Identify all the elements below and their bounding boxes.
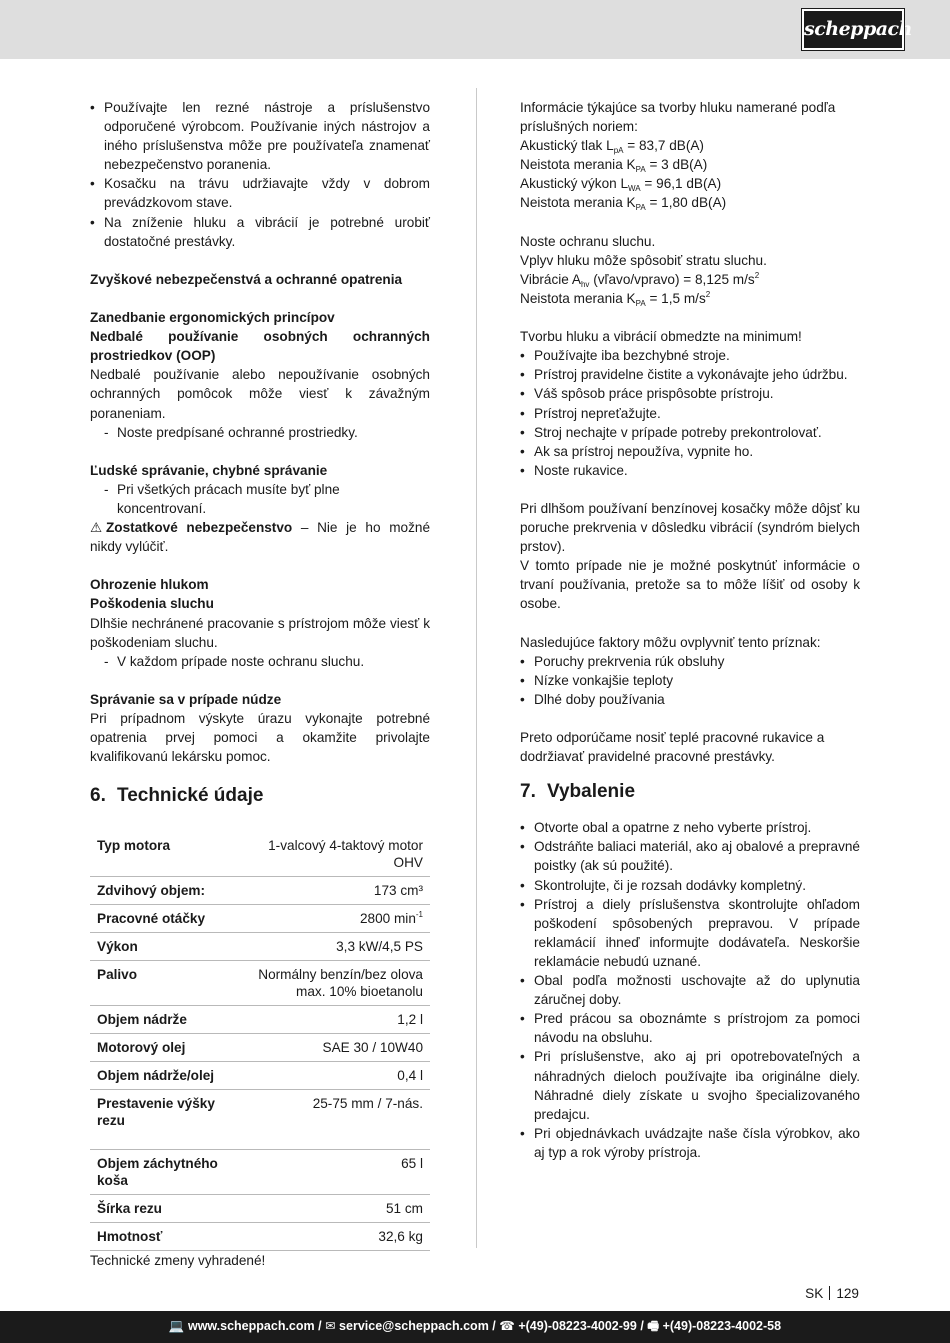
measurement-value: = 83,7 dB(A) bbox=[623, 138, 704, 154]
emergency-text: Pri prípadnom výskyte úrazu vykonajte potrebné opatrenia prvej pomoci a okamžite privolajte kvalifikovanú lekársku pomoc. bbox=[90, 711, 430, 765]
human-dash-list bbox=[90, 480, 430, 518]
noise-measurement bbox=[520, 136, 860, 155]
list-item: • Pri príslušenstve, ako aj pri opotrebovateľných a náhradných dieloch používajte iba originálne diely. Náhradné diely získate u svojho špecializovaného predajcu. bbox=[520, 1047, 860, 1123]
table-row bbox=[90, 832, 430, 877]
noise-measurement bbox=[520, 155, 860, 174]
section-number: 6. bbox=[90, 785, 106, 807]
list-item: • Váš spôsob práce prispôsobte prístroju. bbox=[520, 384, 860, 403]
residual-risk-label: Zostatkové nebezpečenstvo bbox=[106, 520, 293, 536]
measurement-label: Akustický výkon L bbox=[520, 176, 629, 192]
section-title: Technické údaje bbox=[117, 785, 264, 807]
page-number bbox=[805, 1286, 859, 1301]
spec-value-exponent: -1 bbox=[415, 910, 423, 920]
spec-value: SAE 30 / 10W40 bbox=[244, 1034, 430, 1062]
ppe-text: Nedbalé používanie alebo nepoužívanie osobných ochranných pomôcok môže viesť k závažným poraneniam. bbox=[90, 367, 430, 421]
safety-bullet-list bbox=[90, 98, 430, 251]
list-item: • Noste rukavice. bbox=[520, 461, 860, 480]
vibration-measurement bbox=[520, 289, 860, 308]
unpacking-list bbox=[520, 818, 860, 1162]
duration-text: V tomto prípade nie je možné poskytnúť informácie o trvaní používania, pretože sa to môže líšiť od osoby k osobe. bbox=[520, 558, 860, 612]
fax-icon: 🖷 bbox=[647, 1319, 660, 1333]
table-row bbox=[90, 1150, 430, 1195]
spec-value: 1,2 l bbox=[244, 1006, 430, 1034]
spec-value: 25-75 mm / 7-nás. bbox=[244, 1090, 430, 1150]
vibration-measurement bbox=[520, 270, 860, 289]
measurement-exponent: 2 bbox=[754, 270, 760, 280]
phone-icon: ☎ bbox=[499, 1319, 515, 1333]
computer-icon: 💻 bbox=[168, 1319, 185, 1333]
measurement-value: (vľavo/vpravo) = 8,125 m/s bbox=[589, 271, 755, 287]
residual-risk-text: – Nie je ho možné nikdy vylúčiť. bbox=[90, 520, 430, 555]
table-row bbox=[90, 1034, 430, 1062]
footer-separator: / bbox=[492, 1319, 496, 1333]
spec-key: Zdvihový objem: bbox=[90, 877, 244, 905]
section-6-heading bbox=[90, 784, 430, 808]
page-number-value: 129 bbox=[836, 1286, 859, 1301]
list-item: • Ak sa prístroj nepoužíva, vypnite ho. bbox=[520, 442, 860, 461]
circulation-text: Pri dlhšom používaní benzínovej kosačky môže dôjsť ku poruche prekrvenia v dôsledku vibrácií (syndróm bielych prstov). bbox=[520, 500, 860, 555]
measurement-subscript: WA bbox=[628, 184, 641, 194]
measurement-value: = 1,80 dB(A) bbox=[645, 195, 727, 211]
hearing-loss-text: Vplyv hluku môže spôsobiť stratu sluchu. bbox=[520, 252, 767, 268]
spec-key: Typ motora bbox=[90, 832, 244, 877]
emergency-heading: Správanie sa v prípade núdze bbox=[90, 691, 282, 707]
technical-changes-note: Technické zmeny vyhradené! bbox=[90, 1253, 266, 1269]
ppe-dash-list bbox=[90, 423, 430, 442]
list-item: • Prístroj a diely príslušenstva skontrolujte ohľadom poškodení spôsobených prepravou. V prípade reklamácií ihneď informujte dodávateľa. Neskoršie reklamácie nebudú uznané. bbox=[520, 895, 860, 971]
measurement-label: Neistota merania K bbox=[520, 195, 636, 211]
hearing-damage-heading: Poškodenia sluchu bbox=[90, 596, 214, 612]
language-code: SK bbox=[805, 1286, 824, 1301]
spec-key: Prestavenie výšky rezu bbox=[90, 1090, 244, 1150]
list-item: - V každom prípade noste ochranu sluchu. bbox=[90, 652, 430, 671]
table-row bbox=[90, 1090, 430, 1150]
table-row bbox=[90, 1006, 430, 1034]
spec-key: Šírka rezu bbox=[90, 1195, 244, 1223]
table-row bbox=[90, 877, 430, 905]
table-row bbox=[90, 1223, 430, 1251]
spec-value bbox=[244, 905, 430, 933]
list-item: • Používajte iba bezchybné stroje. bbox=[520, 346, 860, 365]
residual-risks-heading: Zvyškové nebezpečenstvá a ochranné opatrenia bbox=[90, 271, 403, 287]
spec-key: Palivo bbox=[90, 961, 244, 1006]
measurement-subscript: PA bbox=[635, 298, 646, 308]
list-item: - Noste predpísané ochranné prostriedky. bbox=[90, 423, 430, 442]
list-item: • Pred prácou sa oboznámte s prístrojom za pomoci návodu na obsluhu. bbox=[520, 1009, 860, 1047]
measurement-exponent: 2 bbox=[705, 289, 711, 299]
spec-key: Motorový olej bbox=[90, 1034, 244, 1062]
list-item: • Nízke vonkajšie teploty bbox=[520, 671, 860, 690]
website-link[interactable]: www.scheppach.com bbox=[187, 1319, 315, 1333]
list-item: • Obal podľa možnosti uschovajte až do uplynutia záručnej doby. bbox=[520, 971, 860, 1009]
residual-risk-note bbox=[90, 518, 430, 556]
spec-value-text: 2800 min bbox=[359, 911, 416, 927]
spec-value: Normálny benzín/bez olova max. 10% bioetanolu bbox=[244, 961, 430, 1006]
measurement-label: Akustický tlak L bbox=[520, 138, 614, 154]
list-item: - Pri všetkých prácach musíte byť plne koncentrovaní. bbox=[90, 480, 430, 518]
noise-reduction-list bbox=[520, 346, 860, 480]
spec-key: Objem nádrže bbox=[90, 1006, 244, 1034]
spec-value: 1-valcový 4-taktový motor OHV bbox=[244, 832, 430, 877]
measurement-value: = 1,5 m/s bbox=[645, 290, 706, 306]
footer-separator: / bbox=[318, 1319, 322, 1333]
list-item: • Kosačku na trávu udržiavajte vždy v dobrom prevádzkovom stave. bbox=[90, 174, 430, 212]
noise-dash-list bbox=[90, 652, 430, 671]
list-item: • Poruchy prekrvenia rúk obsluhy bbox=[520, 652, 860, 671]
left-column bbox=[90, 98, 430, 1270]
noise-measurement bbox=[520, 174, 860, 193]
list-item: • Prístroj pravidelne čistite a vykonávajte jeho údržbu. bbox=[520, 365, 860, 384]
spec-key: Pracovné otáčky bbox=[90, 905, 244, 933]
right-column bbox=[520, 98, 860, 1162]
noise-measurement bbox=[520, 193, 860, 212]
noise-intro: Informácie týkajúce sa tvorby hluku namerané podľa príslušných noriem: bbox=[520, 100, 836, 135]
spec-key: Objem nádrže/olej bbox=[90, 1062, 244, 1090]
table-row bbox=[90, 1062, 430, 1090]
measurement-subscript: PA bbox=[635, 165, 646, 175]
measurement-label: Neistota merania K bbox=[520, 157, 636, 173]
factors-list bbox=[520, 652, 860, 709]
warning-icon: ⚠ bbox=[90, 520, 103, 536]
email-link[interactable]: service@scheppach.com bbox=[339, 1319, 489, 1333]
measurement-value: = 96,1 dB(A) bbox=[640, 176, 722, 192]
measurement-subscript: pA bbox=[613, 146, 624, 156]
noise-heading: Ohrozenie hlukom bbox=[90, 577, 209, 593]
measurement-subscript: PA bbox=[635, 203, 646, 213]
footer-separator: / bbox=[640, 1319, 644, 1333]
footer-bar bbox=[0, 1311, 950, 1343]
list-item: • Odstráňte baliaci materiál, ako aj obalové a prepravné poistky (ak sú použité). bbox=[520, 837, 860, 875]
measurement-label: Vibrácie A bbox=[520, 271, 581, 287]
list-item: • Na zníženie hluku a vibrácií je potrebné urobiť dostatočné prestávky. bbox=[90, 213, 430, 251]
human-behaviour-heading: Ľudské správanie, chybné správanie bbox=[90, 462, 328, 478]
list-item: • Pri objednávkach uvádzajte naše čísla výrobkov, ako aj typ a rok výroby prístroja. bbox=[520, 1124, 860, 1162]
spec-value: 32,6 kg bbox=[244, 1223, 430, 1251]
list-item: • Stroj nechajte v prípade potreby prekontrolovať. bbox=[520, 423, 860, 442]
section-title: Vybalenie bbox=[547, 781, 636, 803]
fax-number: +(49)-08223-4002-58 bbox=[662, 1319, 782, 1333]
list-item: • Prístroj nepreťažujte. bbox=[520, 404, 860, 423]
header-bar bbox=[0, 0, 950, 59]
measurement-value: = 3 dB(A) bbox=[645, 157, 708, 173]
recommendation-text: Preto odporúčame nosiť teplé pracovné rukavice a dodržiavať pravidelné pracovné prestávky. bbox=[520, 730, 825, 765]
noise-text: Dlhšie nechránené pracovanie s prístrojom môže viesť k poškodeniam sluchu. bbox=[90, 615, 430, 650]
spec-value: 173 cm³ bbox=[244, 877, 430, 905]
spec-value: 3,3 kW/4,5 PS bbox=[244, 933, 430, 961]
table-row bbox=[90, 1195, 430, 1223]
list-item: • Používajte len rezné nástroje a príslušenstvo odporučené výrobcom. Používanie iných nástrojov a iného príslušenstva môže pre používateľa znamenať nebezpečenstvo poranenia. bbox=[90, 98, 430, 174]
column-divider bbox=[476, 88, 477, 1248]
measurement-subscript: hv bbox=[580, 279, 590, 289]
ergonomics-heading: Zanedbanie ergonomických princípov bbox=[90, 310, 335, 326]
minimize-text: Tvorbu hluku a vibrácií obmedzte na minimum! bbox=[520, 329, 802, 345]
table-row bbox=[90, 961, 430, 1006]
list-item: • Otvorte obal a opatrne z neho vyberte prístroj. bbox=[520, 818, 860, 837]
measurement-label: Neistota merania K bbox=[520, 290, 636, 306]
spec-key: Výkon bbox=[90, 933, 244, 961]
section-number: 7. bbox=[520, 781, 536, 803]
list-item: • Skontrolujte, či je rozsah dodávky kompletný. bbox=[520, 876, 860, 895]
ppe-heading: Nedbalé používanie osobných ochranných prostriedkov (OOP) bbox=[90, 329, 430, 364]
scheppach-logo: scheppach bbox=[802, 9, 904, 50]
list-item: • Dlhé doby používania bbox=[520, 690, 860, 709]
spec-value: 51 cm bbox=[244, 1195, 430, 1223]
section-7-heading bbox=[520, 780, 860, 804]
spec-key: Hmotnosť bbox=[90, 1223, 244, 1251]
table-row bbox=[90, 933, 430, 961]
factors-text: Nasledujúce faktory môžu ovplyvniť tento príznak: bbox=[520, 634, 821, 650]
technical-data-table bbox=[90, 832, 430, 1251]
spec-value: 0,4 l bbox=[244, 1062, 430, 1090]
spec-value: 65 l bbox=[244, 1150, 430, 1195]
phone-number: +(49)-08223-4002-99 bbox=[518, 1319, 637, 1333]
table-row bbox=[90, 905, 430, 933]
mail-icon: ✉ bbox=[325, 1319, 336, 1333]
spec-key: Objem záchytného koša bbox=[90, 1150, 244, 1195]
hearing-protection-text: Noste ochranu sluchu. bbox=[520, 233, 656, 249]
